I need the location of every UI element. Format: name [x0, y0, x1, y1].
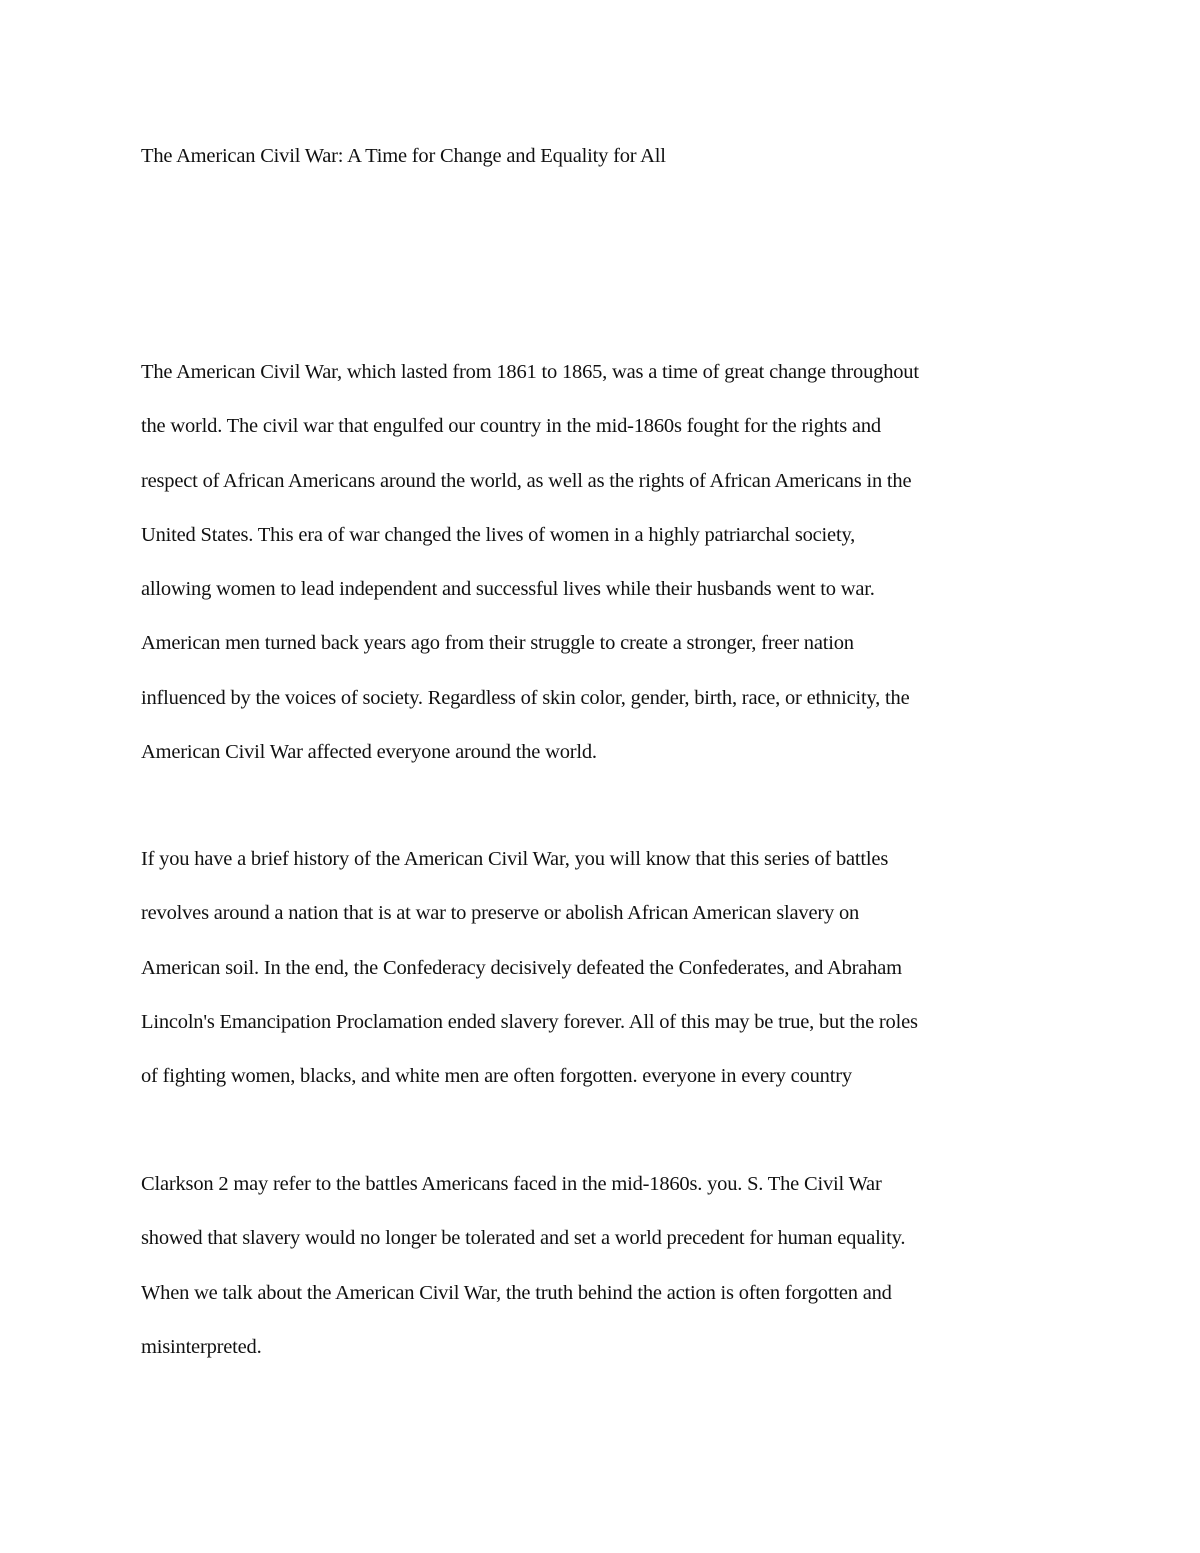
paragraph-3 [141, 1157, 1066, 1374]
paragraph-line: misinterpreted. [141, 1335, 262, 1358]
paragraph-line: showed that slavery would no longer be tolerated and set a world precedent for human equality. [141, 1227, 906, 1250]
paragraph-2 [141, 832, 1066, 1103]
paragraph-line: Lincoln's Emancipation Proclamation ended slavery forever. All of this may be true, but the roles [141, 1010, 918, 1033]
paragraph-line: respect of African Americans around the world, as well as the rights of African Americans in the [141, 469, 912, 492]
paragraph-line: If you have a brief history of the American Civil War, you will know that this series of battles [141, 848, 889, 870]
paragraph-line: revolves around a nation that is at war to preserve or abolish African American slavery on [141, 902, 860, 925]
paragraph-line: American Civil War affected everyone around the world. [141, 741, 597, 764]
paragraph-line: allowing women to lead independent and successful lives while their husbands went to war. [141, 578, 875, 601]
paragraph-line: American men turned back years ago from their struggle to create a stronger, freer nation [141, 632, 854, 655]
paragraph-line: The American Civil War, which lasted from 1861 to 1865, was a time of great change throughout [141, 361, 919, 383]
paragraph-line: United States. This era of war changed the lives of women in a highly patriarchal society, [141, 523, 856, 546]
paragraph-line: the world. The civil war that engulfed our country in the mid-1860s fought for the rights and [141, 415, 881, 438]
paragraph-line: Clarkson 2 may refer to the battles Americans faced in the mid-1860s. you. S. The Civil War [141, 1173, 882, 1195]
paragraph-line: influenced by the voices of society. Regardless of skin color, gender, birth, race, or ethnicity, the [141, 686, 910, 709]
document-title: The American Civil War: A Time for Change and Equality for All [141, 145, 666, 167]
paragraph-line: of fighting women, blacks, and white men are often forgotten. everyone in every country [141, 1065, 852, 1088]
paragraph-1 [141, 345, 1066, 779]
paragraph-line: When we talk about the American Civil War, the truth behind the action is often forgotten and [141, 1281, 892, 1304]
paragraph-line: American soil. In the end, the Confederacy decisively defeated the Confederates, and Abraham [141, 956, 902, 979]
